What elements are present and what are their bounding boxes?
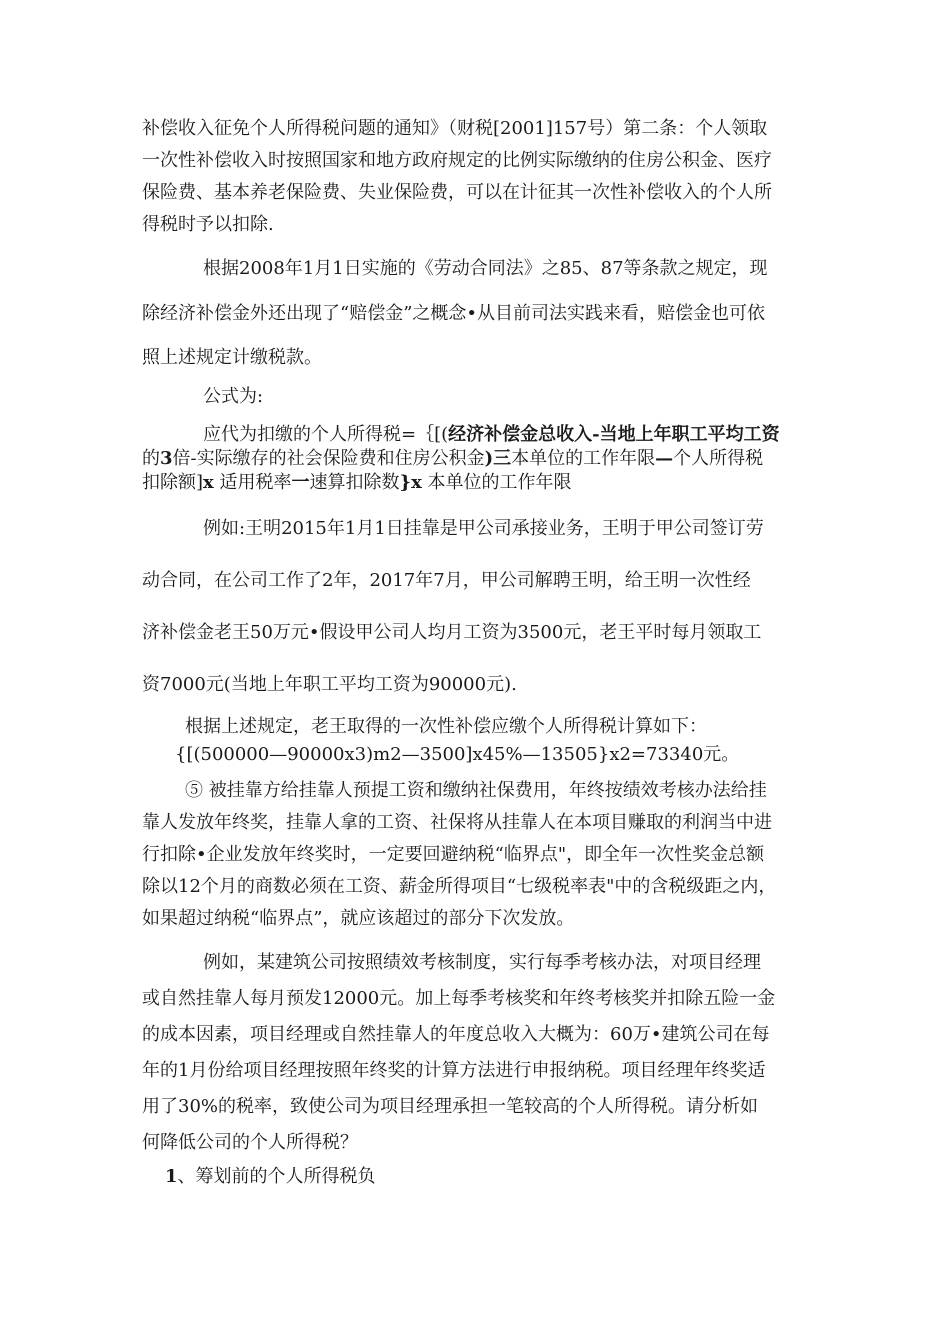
- para1-line-2: 一次性补偿收入时按照国家和地方政府规定的比例实际缴纳的住房公积金、医疗: [142, 150, 772, 171]
- para2-line-1: 根据2008年1月1日实施的《劳动合同法》之85、87等条款之规定，现: [203, 258, 768, 279]
- formula-text: 的: [142, 448, 160, 469]
- formula-text: 扣除额]: [142, 472, 204, 493]
- example1-line-1: 例如:王明2015年1月1日挂靠是甲公司承接业务，王明于甲公司签订劳: [203, 518, 764, 539]
- para2-line-2: 除经济补偿金外还出现了“赔偿金”之概念•从目前司法实践来看，赔偿金也可依: [142, 303, 766, 324]
- formula-text: 3: [160, 448, 173, 469]
- example2-line-2: 或自然挂靠人每月预发12000元。加上每季考核奖和年终考核奖并扣除五险一金: [142, 988, 776, 1009]
- para5-line-4: 除以12个月的商数必须在工资、薪金所得项目“七级税率表"中的含税级距之内，: [142, 876, 777, 897]
- formula-label: 公式为:: [203, 386, 264, 407]
- para5-line-5: 如果超过纳税“临界点”，就应该超过的部分下次发放。: [142, 908, 575, 929]
- formula-text: 速算扣除数: [309, 472, 400, 493]
- formula-text: }x: [399, 472, 422, 493]
- formula-text: )三: [484, 448, 512, 469]
- para5-line-1: ⑤ 被挂靠方给挂靠人预提工资和缴纳社保费用，年终按绩效考核办法给挂: [185, 780, 767, 801]
- section-heading: [165, 1162, 376, 1188]
- example2-line-1: 例如，某建筑公司按照绩效考核制度，实行每季考核办法，对项目经理: [203, 952, 761, 973]
- example1-line-2: 动合同，在公司工作了2年，2017年7月，甲公司解聘王明，给王明一次性经: [142, 570, 751, 591]
- formula-line-2: [142, 444, 763, 470]
- para2-line-3: 照上述规定计缴税款。: [142, 347, 322, 368]
- section-heading-number: 1: [165, 1166, 178, 1187]
- formula-line-1: [203, 420, 780, 446]
- formula-text: 本单位的工作年限: [511, 448, 656, 469]
- formula-line-3: [142, 468, 572, 494]
- para5-line-2: 靠人发放年终奖，挂靠人拿的工资、社保将从挂靠人在本项目赚取的利润当中进: [142, 812, 772, 833]
- example2-line-3: 的成本因素，项目经理或自然挂靠人的年度总收入大概为：60万•建筑公司在每: [142, 1024, 770, 1045]
- formula-text: 倍-实际缴存的社会保险费和住房公积金: [172, 448, 485, 469]
- para1-line-3: 保险费、基本养老保险费、失业保险费，可以在计征其一次性补偿收入的个人所: [142, 182, 772, 203]
- formula-text: 一: [291, 472, 310, 493]
- formula-text: 适用税率: [219, 472, 292, 493]
- example2-line-5: 用了30%的税率，致使公司为项目经理承担一笔较高的个人所得税。请分析如: [142, 1096, 759, 1117]
- para5-line-3: 行扣除•企业发放年终奖时，一定要回避纳税“临界点"，即全年一次性奖金总额: [142, 844, 765, 865]
- formula-text: x: [203, 472, 214, 493]
- example2-line-4: 年的1月份给项目经理按照年终奖的计算方法进行申报纳税。项目经理年终奖适: [142, 1060, 766, 1081]
- example1-line-3: 济补偿金老王50万元•假设甲公司人均月工资为3500元，老王平时每月领取工: [142, 622, 762, 643]
- formula-text: 经济补偿金总收入-当地上年职工平均工资: [448, 424, 780, 445]
- calc-intro: 根据上述规定，老王取得的一次性补偿应缴个人所得税计算如下：: [185, 716, 707, 737]
- para1-line-4: 得税时予以扣除.: [142, 214, 274, 235]
- formula-text: 个人所得税: [673, 448, 764, 469]
- calc-formula: {[(500000—90000x3)m2—3500]x45%—13505}x2=73340元。: [175, 744, 740, 765]
- formula-text: 应代为扣缴的个人所得税=｛[(: [203, 424, 449, 445]
- para1-line-1: 补偿收入征免个人所得税问题的通知》（财税[2001]157号）第二条：个人领取: [142, 118, 768, 139]
- formula-text: —: [655, 448, 674, 469]
- formula-text: 本单位的工作年限: [427, 472, 572, 493]
- section-heading-text: 、筹划前的个人所得税负: [177, 1166, 376, 1187]
- example2-line-6: 何降低公司的个人所得税？: [142, 1132, 358, 1153]
- example1-line-4: 资7000元(当地上年职工平均工资为90000元).: [142, 674, 517, 695]
